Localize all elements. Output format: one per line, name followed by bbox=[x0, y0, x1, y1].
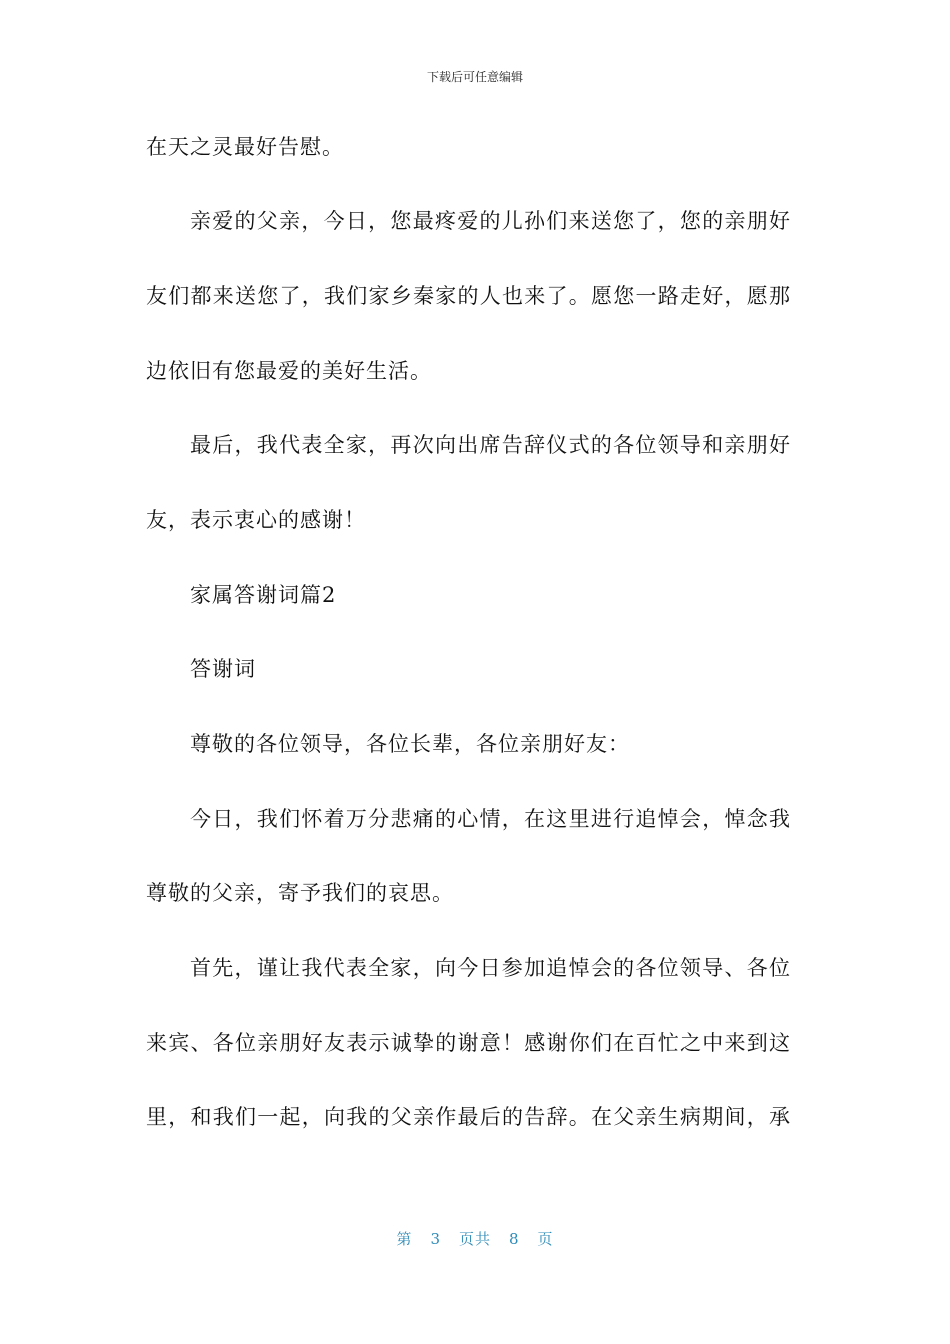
text-line: 里，和我们一起，向我的父亲作最后的告辞。在父亲生病期间，承 bbox=[146, 1105, 791, 1129]
footer-suffix: 页 bbox=[537, 1230, 554, 1248]
text-line: 尊敬的父亲，寄予我们的哀思。 bbox=[146, 881, 454, 905]
text-line: 今日，我们怀着万分悲痛的心情，在这里进行追悼会，悼念我 bbox=[190, 807, 791, 831]
footer-middle: 页共 bbox=[458, 1230, 491, 1248]
text-line: 友们都来送您了，我们家乡秦家的人也来了。愿您一路走好，愿那 bbox=[146, 284, 791, 308]
page-header-note: 下载后可任意编辑 bbox=[426, 70, 523, 84]
current-page-number: 3 bbox=[430, 1230, 441, 1248]
text-line: 亲爱的父亲，今日，您最疼爱的儿孙们来送您了，您的亲朋好 bbox=[190, 209, 791, 233]
total-pages-number: 8 bbox=[509, 1230, 520, 1248]
text-line: 边依旧有您最爱的美好生活。 bbox=[146, 359, 432, 383]
text-line: 来宾、各位亲朋好友表示诚挚的谢意！感谢你们在百忙之中来到这 bbox=[146, 1031, 791, 1055]
section-heading: 家属答谢词篇2 bbox=[190, 583, 337, 607]
text-line: 最后，我代表全家，再次向出席告辞仪式的各位领导和亲朋好 bbox=[190, 433, 791, 457]
section-subheading: 答谢词 bbox=[190, 657, 256, 681]
page-footer bbox=[0, 1228, 950, 1249]
text-line: 在天之灵最好告慰。 bbox=[146, 135, 344, 159]
footer-prefix: 第 bbox=[396, 1230, 413, 1248]
text-line: 首先，谨让我代表全家，向今日参加追悼会的各位领导、各位 bbox=[190, 956, 791, 980]
salutation-line: 尊敬的各位领导，各位长辈，各位亲朋好友： bbox=[190, 732, 630, 756]
text-line: 友，表示衷心的感谢！ bbox=[146, 508, 366, 532]
